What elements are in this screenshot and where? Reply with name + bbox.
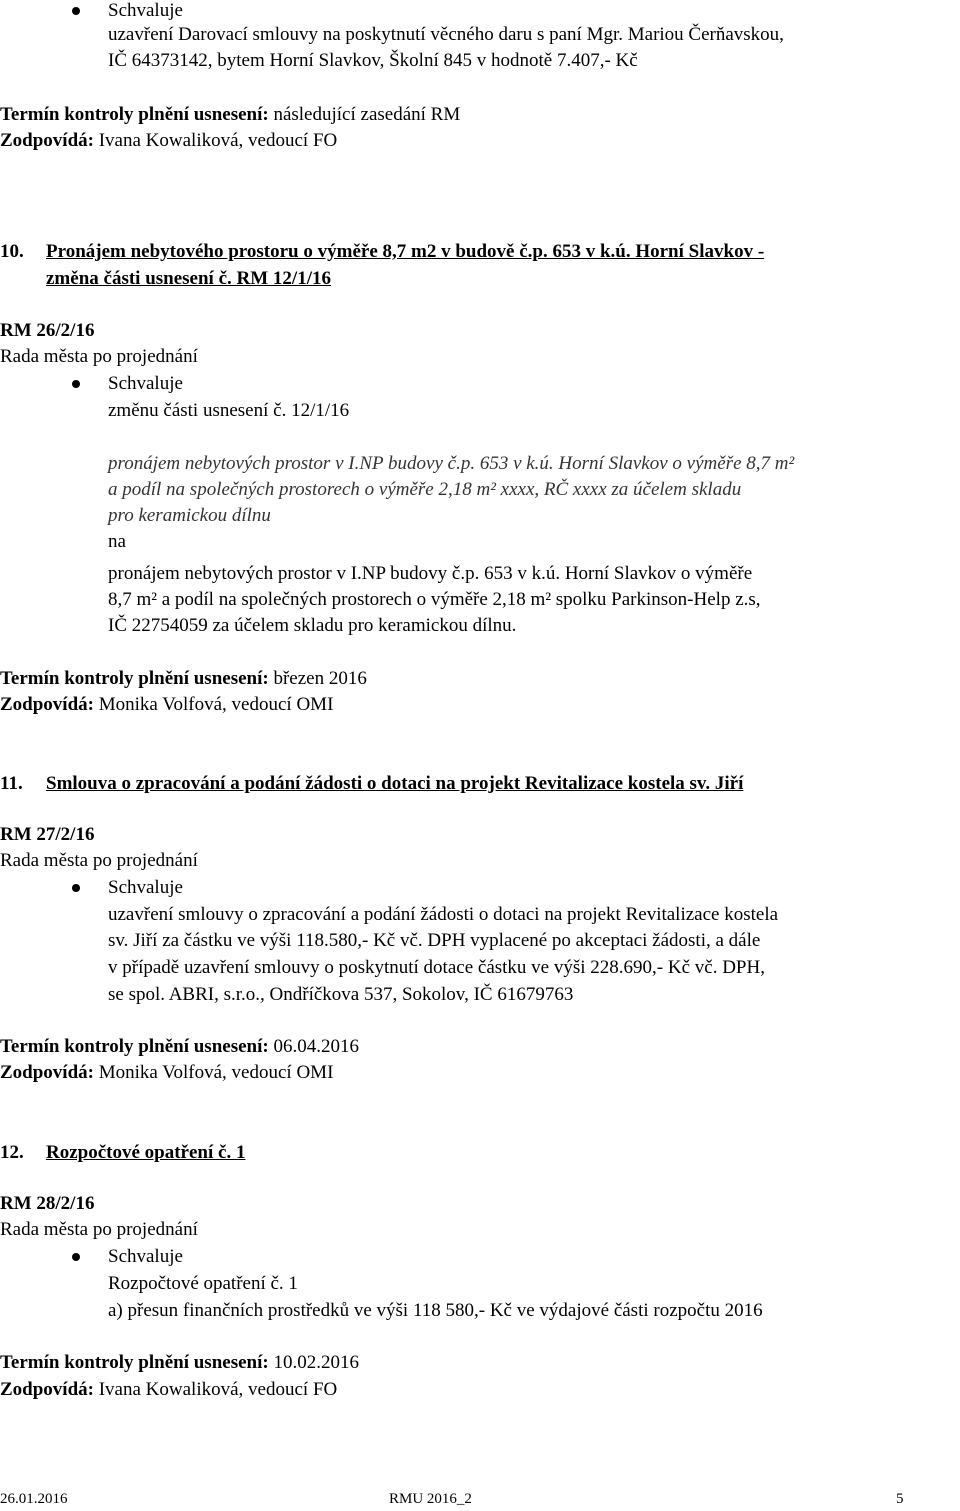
deadline-label: Termín kontroly plnění usnesení: bbox=[0, 668, 269, 689]
deadline-line bbox=[0, 1036, 359, 1058]
deadline-value: březen 2016 bbox=[268, 668, 367, 689]
responsible-value: Ivana Kowaliková, vedoucí FO bbox=[93, 130, 338, 151]
footer-doc-id: RMU 2016_2 bbox=[389, 1491, 472, 1507]
responsible-label: Zodpovídá: bbox=[0, 1379, 94, 1400]
original-text: a podíl na společných prostorech o výměře 2,18 m² xxxx, RČ xxxx za účelem skladu bbox=[108, 479, 742, 500]
resolution-number: RM 27/2/16 bbox=[0, 824, 95, 845]
deadline-value: následující zasedání RM bbox=[268, 104, 461, 125]
responsible-value: Ivana Kowaliková, vedoucí FO bbox=[93, 1379, 338, 1400]
responsible-line bbox=[0, 1379, 337, 1401]
council-text: Rada města po projednání bbox=[0, 1219, 198, 1240]
resolution-text: sv. Jiří za částku ve výši 118.580,- Kč vč. DPH vyplacené po akceptaci žádosti, a dále bbox=[108, 930, 761, 951]
deadline-label: Termín kontroly plnění usnesení: bbox=[0, 1352, 269, 1373]
resolution-text: a) přesun finančních prostředků ve výši 118 580,- Kč ve výdajové části rozpočtu 2016 bbox=[108, 1300, 763, 1321]
deadline-value: 10.02.2016 bbox=[268, 1352, 359, 1373]
resolution-text: v případě uzavření smlouvy o poskytnutí dotace částku ve výši 228.690,- Kč vč. DPH, bbox=[108, 957, 765, 978]
item-title: Pronájem nebytového prostoru o výměře 8,7 m2 v budově č.p. 653 v k.ú. Horní Slavkov - bbox=[46, 241, 765, 262]
bullet-icon bbox=[72, 884, 80, 892]
resolution-text: změnu části usnesení č. 12/1/16 bbox=[108, 400, 350, 421]
original-text: pro keramickou dílnu bbox=[108, 505, 271, 526]
responsible-value: Monika Volfová, vedoucí OMI bbox=[93, 694, 334, 715]
responsible-line bbox=[0, 130, 337, 152]
deadline-label: Termín kontroly plnění usnesení: bbox=[0, 1036, 269, 1057]
responsible-label: Zodpovídá: bbox=[0, 694, 94, 715]
responsible-line bbox=[0, 694, 333, 716]
bullet-icon bbox=[72, 7, 80, 15]
deadline-line bbox=[0, 1352, 359, 1374]
item-title: Rozpočtové opatření č. 1 bbox=[46, 1142, 246, 1163]
responsible-line bbox=[0, 1062, 333, 1084]
resolution-text: uzavření Darovací smlouvy na poskytnutí věcného daru s paní Mgr. Mariou Čerňavskou, bbox=[108, 24, 784, 45]
resolution-text: se spol. ABRI, s.r.o., Ondříčkova 537, Sokolov, IČ 61679763 bbox=[108, 984, 574, 1005]
resolution-text: IČ 22754059 za účelem skladu pro keramickou dílnu. bbox=[108, 615, 517, 636]
approve-heading: Schvaluje bbox=[108, 1246, 183, 1267]
resolution-text: uzavření smlouvy o zpracování a podání žádosti o dotaci na projekt Revitalizace kostela bbox=[108, 904, 779, 925]
approve-heading: Schvaluje bbox=[108, 0, 183, 21]
deadline-value: 06.04.2016 bbox=[268, 1036, 359, 1057]
deadline-label: Termín kontroly plnění usnesení: bbox=[0, 104, 269, 125]
resolution-text: pronájem nebytových prostor v I.NP budovy č.p. 653 v k.ú. Horní Slavkov o výměře bbox=[108, 563, 753, 584]
resolution-number: RM 28/2/16 bbox=[0, 1193, 95, 1214]
resolution-number: RM 26/2/16 bbox=[0, 320, 95, 341]
responsible-value: Monika Volfová, vedoucí OMI bbox=[93, 1062, 334, 1083]
resolution-text: Rozpočtové opatření č. 1 bbox=[108, 1273, 298, 1294]
council-text: Rada města po projednání bbox=[0, 850, 198, 871]
resolution-text: 8,7 m² a podíl na společných prostorech o výměře 2,18 m² spolku Parkinson-Help z.s, bbox=[108, 589, 761, 610]
bullet-icon bbox=[72, 380, 80, 388]
item-number: 10. bbox=[0, 241, 24, 262]
responsible-label: Zodpovídá: bbox=[0, 1062, 94, 1083]
item-number: 11. bbox=[0, 773, 23, 794]
connector-text: na bbox=[108, 531, 126, 552]
deadline-line bbox=[0, 104, 460, 126]
item-number: 12. bbox=[0, 1142, 24, 1163]
original-text: pronájem nebytových prostor v I.NP budovy č.p. 653 v k.ú. Horní Slavkov o výměře 8,7 m² bbox=[108, 453, 795, 474]
responsible-label: Zodpovídá: bbox=[0, 130, 94, 151]
footer-date: 26.01.2016 bbox=[0, 1491, 68, 1507]
item-title: Smlouva o zpracování a podání žádosti o dotaci na projekt Revitalizace kostela sv. Jiří bbox=[46, 773, 744, 794]
approve-heading: Schvaluje bbox=[108, 373, 183, 394]
council-text: Rada města po projednání bbox=[0, 346, 198, 367]
approve-heading: Schvaluje bbox=[108, 877, 183, 898]
item-title: změna části usnesení č. RM 12/1/16 bbox=[46, 268, 331, 289]
resolution-text: IČ 64373142, bytem Horní Slavkov, Školní 845 v hodnotě 7.407,- Kč bbox=[108, 50, 638, 71]
deadline-line bbox=[0, 668, 367, 690]
bullet-icon bbox=[72, 1253, 80, 1261]
footer-page-number: 5 bbox=[896, 1491, 904, 1507]
